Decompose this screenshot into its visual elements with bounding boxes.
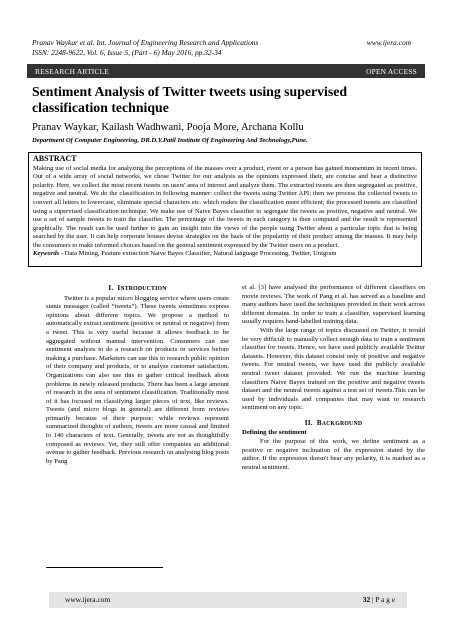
left-column	[46, 284, 229, 466]
abstract-heading: ABSTRACT	[33, 154, 77, 163]
open-access-label: OPEN ACCESS	[366, 67, 417, 76]
section-heading-introduction	[46, 284, 229, 294]
footer-site-link[interactable]: www.ijera.com	[65, 595, 111, 604]
page-word: | P a g e	[370, 595, 395, 604]
background-paragraph-1: For the purpose of this work, we define sentiment as a positive or negative inclination of the expression stated by the author. If the expression doesn't bear any polarity, it is marked as a neutral sentiment.	[242, 438, 425, 471]
header-site-link[interactable]: www.ijera.com	[366, 38, 411, 47]
author-list: Pranav Waykar, Kailash Wadhwani, Pooja More, Archana Kollu	[32, 122, 304, 133]
research-article-label: RESEARCH ARTICLE	[35, 67, 109, 76]
intro-paragraph-1-continued: et al. [3] have analysed the performance of different classifiers on movie reviews. The work of Pang et al. has served as a baseline and many authors have used the techniques provided in their work across different domains. In order to train a classifier, supervised learning usually requires hand-labelled training data.	[242, 284, 425, 326]
article-type-banner	[27, 64, 425, 78]
section-heading-background	[242, 419, 425, 429]
keywords-line	[33, 250, 417, 259]
page-number-label	[363, 595, 395, 604]
section-2-rest: ACKGROUND	[321, 420, 363, 427]
page-number: 32	[362, 595, 371, 604]
intro-paragraph-2: With the large range of topics discussed on Twitter, it would be very difficult to manually collect enough data to train a sentiment classifier for tweets. Hence, we have used publicly available Twitter datasets. However, this dataset consist only of positive and negative tweets. For neutral tweets, we have used the publicly available neutral tweet dataset provided. We run the machine learning classifiers Naive Bayes trained on the positive and negative tweets dataset and the neutral tweets against a test set of tweets.This can be used by individuals and companies that may want to research sentiment on any topic.	[242, 326, 425, 412]
abstract-box	[28, 152, 422, 267]
keywords-label: Keywords	[33, 250, 60, 258]
right-column	[242, 284, 425, 473]
subheading-defining-sentiment: Defining the sentiment	[242, 429, 307, 437]
author-affiliation: Department Of Computer Engineering, DR.D.Y.Patil Institute Of Engineering And Technology,Pune.	[32, 137, 308, 144]
section-2-number: II.	[304, 418, 313, 427]
section-1-number: I.	[108, 284, 114, 292]
section-1-initial: I	[117, 284, 121, 292]
section-1-rest: NTRODUCTION	[120, 286, 167, 292]
citation-line-1: Pranav Waykar et al. Int. Journal of Engineering Research and Applications	[32, 38, 259, 47]
abstract-text: Making use of social media for analyzing the perceptions of the masses over a product, event or a person has gained momentum in recent times. Out of a wide array of social networks, we chose Twitter for our analysis as the opinions expressed their, are concise and bear a distinctive polarity. Here, we collect the most recent tweets on users' area of interest and analyze them. The extracted tweets are then segregated as positive, negative and neutral. We do the classification in following manner: collect the tweets using Twitter API; then we process the collected tweets to convert all letters to lowercase, eliminate special characters etc. which makes the classification more efficient; the processed tweets are classified using a supervised classification technique. We make use of Naive Bayes classifier to segregate the tweets as positive, negative and neutral. We use a set of sample tweets to train the classifier. The percentage of the tweets in each category is then computed and the result is represented graphically. The result can be used further to gain an insight into the views of the people using Twitter about a particular topic that is being searched by the user. It can help corporate houses devise strategies on the basis of the popularity of their product among the masses. It may help the consumers to make informed choices based on the general sentiment expressed by the Twitter users on a product.	[33, 164, 417, 249]
article-title: Sentiment Analysis of Twitter tweets using supervised classification technique	[32, 84, 348, 116]
citation-line-2: ISSN: 2248-9622, Vol. 6, Issue 5, (Part - 6) May 2016, pp.32-34	[32, 47, 222, 57]
keywords-text: - Data Mining, Feature extraction Naive Bayes Classifier, Natural language Processing, Twitter, Unigram	[59, 250, 337, 258]
page-footer	[49, 592, 407, 608]
footnote-divider	[46, 567, 163, 568]
section-2-initial: B	[316, 418, 322, 427]
running-header-citation	[32, 38, 332, 58]
intro-paragraph-1: Twitter is a popular micro blogging service where users create status messages (called “tweets”). These tweets sometimes express opinions about different topics. We propose a method to automatically extract sentiment (positive or neutral or negative) from a tweet. This is very useful because it allows feedback to be aggregated without manual intervention. Consumers can use sentiment analysis to do a research on products or services before making a purchase. Marketers can use this to research public opinion of their company and products, or to analyse customer satisfaction. Organizations can also use this to gather critical feedback about problems in newly released products. There has been a large amount of research in the area of sentiment classification. Traditionally most of it has focused on classifying larger pieces of text, like reviews. Tweets (and micro blogs in general) are different from reviews primarily because of their purpose: while reviews represent summarized thoughts of authors, tweets are more casual and limited to 140 characters of text. Generally, tweets are not as thoughtfully composed as reviews. Yet, they still offer companies an additional avenue to gather feedback. Previous research on analysing blog posts by Pang	[46, 294, 229, 465]
